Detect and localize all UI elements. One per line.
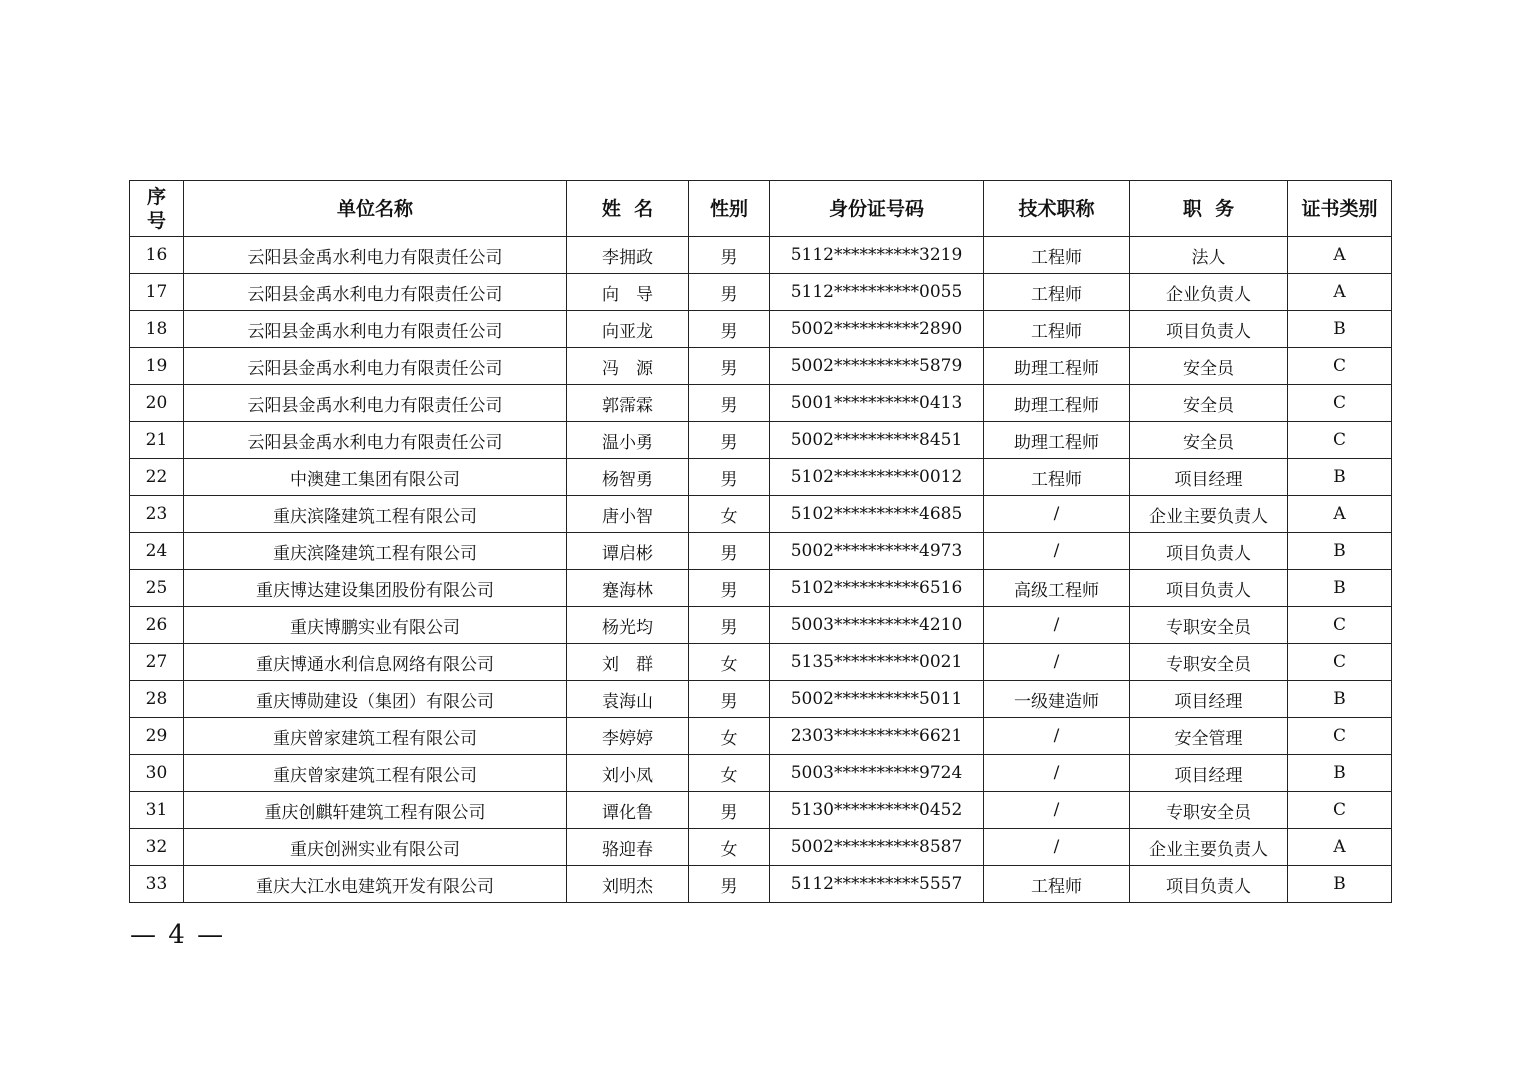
cell-position: 法人	[1130, 237, 1288, 274]
cell-gender: 男	[689, 607, 770, 644]
cell-id: 5003**********9724	[770, 755, 984, 792]
cell-seq: 20	[130, 385, 184, 422]
cell-seq: 19	[130, 348, 184, 385]
cell-name: 向亚龙	[567, 311, 689, 348]
cell-seq: 31	[130, 792, 184, 829]
cell-seq: 17	[130, 274, 184, 311]
cell-gender: 男	[689, 533, 770, 570]
cell-name: 杨智勇	[567, 459, 689, 496]
cell-title: 高级工程师	[984, 570, 1130, 607]
header-id: 身份证号码	[770, 181, 984, 237]
cell-title: 工程师	[984, 459, 1130, 496]
cell-gender: 男	[689, 385, 770, 422]
cell-seq: 29	[130, 718, 184, 755]
cell-id: 5102**********4685	[770, 496, 984, 533]
cell-position: 项目经理	[1130, 755, 1288, 792]
cell-id: 5135**********0021	[770, 644, 984, 681]
cell-unit: 重庆滨隆建筑工程有限公司	[184, 533, 567, 570]
cell-unit: 重庆曾家建筑工程有限公司	[184, 718, 567, 755]
cell-title: /	[984, 829, 1130, 866]
cell-id: 5002**********2890	[770, 311, 984, 348]
header-unit: 单位名称	[184, 181, 567, 237]
cell-gender: 男	[689, 311, 770, 348]
cell-position: 专职安全员	[1130, 644, 1288, 681]
cell-id: 5112**********3219	[770, 237, 984, 274]
cell-position: 项目负责人	[1130, 570, 1288, 607]
table-row	[130, 422, 1392, 459]
cell-position: 安全员	[1130, 422, 1288, 459]
cell-position: 专职安全员	[1130, 792, 1288, 829]
cell-position: 项目负责人	[1130, 866, 1288, 903]
cell-name: 李拥政	[567, 237, 689, 274]
cell-position: 安全员	[1130, 385, 1288, 422]
table-row	[130, 496, 1392, 533]
cell-name: 郭霈霖	[567, 385, 689, 422]
cell-unit: 云阳县金禹水利电力有限责任公司	[184, 237, 567, 274]
cell-seq: 22	[130, 459, 184, 496]
cell-seq: 24	[130, 533, 184, 570]
table-body	[130, 237, 1392, 903]
table-row	[130, 681, 1392, 718]
cell-title: 工程师	[984, 311, 1130, 348]
cell-title: /	[984, 792, 1130, 829]
cell-seq: 33	[130, 866, 184, 903]
cell-title: 助理工程师	[984, 422, 1130, 459]
personnel-table	[129, 180, 1392, 903]
cell-name: 唐小智	[567, 496, 689, 533]
table-row	[130, 348, 1392, 385]
header-position: 职 务	[1130, 181, 1288, 237]
header-seq: 序 号	[130, 181, 184, 237]
cell-seq: 25	[130, 570, 184, 607]
cell-seq: 27	[130, 644, 184, 681]
cell-name: 刘小凤	[567, 755, 689, 792]
cell-position: 项目负责人	[1130, 533, 1288, 570]
cell-position: 企业主要负责人	[1130, 496, 1288, 533]
cell-id: 5102**********6516	[770, 570, 984, 607]
cell-name: 李婷婷	[567, 718, 689, 755]
cell-title: 工程师	[984, 237, 1130, 274]
cell-cert: B	[1288, 681, 1392, 718]
cell-title: 工程师	[984, 866, 1130, 903]
cell-unit: 云阳县金禹水利电力有限责任公司	[184, 385, 567, 422]
cell-seq: 26	[130, 607, 184, 644]
header-cert: 证书类别	[1288, 181, 1392, 237]
cell-title: /	[984, 755, 1130, 792]
cell-seq: 28	[130, 681, 184, 718]
cell-unit: 云阳县金禹水利电力有限责任公司	[184, 348, 567, 385]
cell-name: 谭化鲁	[567, 792, 689, 829]
cell-name: 袁海山	[567, 681, 689, 718]
cell-unit: 重庆博鹏实业有限公司	[184, 607, 567, 644]
cell-gender: 女	[689, 829, 770, 866]
cell-id: 5003**********4210	[770, 607, 984, 644]
table-row	[130, 274, 1392, 311]
cell-cert: C	[1288, 385, 1392, 422]
cell-cert: C	[1288, 718, 1392, 755]
cell-name: 向 导	[567, 274, 689, 311]
cell-cert: A	[1288, 274, 1392, 311]
cell-cert: A	[1288, 496, 1392, 533]
cell-id: 5002**********5879	[770, 348, 984, 385]
cell-position: 企业负责人	[1130, 274, 1288, 311]
table-row	[130, 718, 1392, 755]
cell-title: /	[984, 644, 1130, 681]
cell-unit: 重庆创洲实业有限公司	[184, 829, 567, 866]
cell-unit: 中澳建工集团有限公司	[184, 459, 567, 496]
cell-cert: B	[1288, 866, 1392, 903]
cell-cert: B	[1288, 570, 1392, 607]
cell-cert: B	[1288, 533, 1392, 570]
cell-title: /	[984, 496, 1130, 533]
table-row	[130, 533, 1392, 570]
cell-title: 一级建造师	[984, 681, 1130, 718]
cell-cert: B	[1288, 459, 1392, 496]
table-row	[130, 570, 1392, 607]
cell-unit: 云阳县金禹水利电力有限责任公司	[184, 422, 567, 459]
cell-name: 杨光均	[567, 607, 689, 644]
cell-id: 5001**********0413	[770, 385, 984, 422]
cell-cert: C	[1288, 792, 1392, 829]
cell-id: 5002**********5011	[770, 681, 984, 718]
cell-unit: 重庆大江水电建筑开发有限公司	[184, 866, 567, 903]
header-name: 姓 名	[567, 181, 689, 237]
cell-gender: 女	[689, 496, 770, 533]
cell-cert: C	[1288, 348, 1392, 385]
cell-seq: 30	[130, 755, 184, 792]
cell-title: /	[984, 533, 1130, 570]
cell-position: 安全员	[1130, 348, 1288, 385]
cell-title: 助理工程师	[984, 348, 1130, 385]
cell-position: 专职安全员	[1130, 607, 1288, 644]
page-number: — 4 —	[130, 920, 226, 950]
cell-seq: 23	[130, 496, 184, 533]
table-row	[130, 644, 1392, 681]
cell-gender: 男	[689, 866, 770, 903]
table-row	[130, 866, 1392, 903]
cell-gender: 男	[689, 459, 770, 496]
cell-id: 5002**********8587	[770, 829, 984, 866]
cell-id: 5102**********0012	[770, 459, 984, 496]
cell-cert: B	[1288, 755, 1392, 792]
cell-seq: 18	[130, 311, 184, 348]
table-row	[130, 237, 1392, 274]
cell-position: 项目经理	[1130, 681, 1288, 718]
cell-gender: 男	[689, 422, 770, 459]
cell-id: 5130**********0452	[770, 792, 984, 829]
cell-seq: 21	[130, 422, 184, 459]
cell-id: 5002**********4973	[770, 533, 984, 570]
cell-seq: 32	[130, 829, 184, 866]
cell-unit: 云阳县金禹水利电力有限责任公司	[184, 274, 567, 311]
cell-position: 企业主要负责人	[1130, 829, 1288, 866]
table-row	[130, 311, 1392, 348]
cell-cert: A	[1288, 237, 1392, 274]
cell-title: 助理工程师	[984, 385, 1130, 422]
cell-id: 2303**********6621	[770, 718, 984, 755]
cell-position: 安全管理	[1130, 718, 1288, 755]
cell-title: /	[984, 718, 1130, 755]
table-row	[130, 385, 1392, 422]
table-row	[130, 792, 1392, 829]
table-row	[130, 829, 1392, 866]
cell-gender: 男	[689, 274, 770, 311]
cell-gender: 女	[689, 755, 770, 792]
cell-unit: 重庆滨隆建筑工程有限公司	[184, 496, 567, 533]
cell-gender: 男	[689, 792, 770, 829]
table-row	[130, 459, 1392, 496]
cell-unit: 云阳县金禹水利电力有限责任公司	[184, 311, 567, 348]
cell-gender: 女	[689, 718, 770, 755]
table-row	[130, 755, 1392, 792]
cell-cert: A	[1288, 829, 1392, 866]
header-title: 技术职称	[984, 181, 1130, 237]
table-header-row	[130, 181, 1392, 237]
cell-cert: C	[1288, 644, 1392, 681]
cell-gender: 男	[689, 681, 770, 718]
cell-name: 温小勇	[567, 422, 689, 459]
cell-unit: 重庆博通水利信息网络有限公司	[184, 644, 567, 681]
cell-name: 蹇海林	[567, 570, 689, 607]
cell-position: 项目经理	[1130, 459, 1288, 496]
cell-cert: C	[1288, 422, 1392, 459]
cell-unit: 重庆博达建设集团股份有限公司	[184, 570, 567, 607]
cell-id: 5112**********5557	[770, 866, 984, 903]
cell-gender: 男	[689, 348, 770, 385]
table-row	[130, 607, 1392, 644]
cell-gender: 男	[689, 570, 770, 607]
cell-title: /	[984, 607, 1130, 644]
cell-unit: 重庆曾家建筑工程有限公司	[184, 755, 567, 792]
cell-seq: 16	[130, 237, 184, 274]
cell-title: 工程师	[984, 274, 1130, 311]
cell-name: 骆迎春	[567, 829, 689, 866]
cell-id: 5112**********0055	[770, 274, 984, 311]
cell-name: 刘明杰	[567, 866, 689, 903]
cell-name: 谭启彬	[567, 533, 689, 570]
cell-position: 项目负责人	[1130, 311, 1288, 348]
cell-name: 刘 群	[567, 644, 689, 681]
cell-id: 5002**********8451	[770, 422, 984, 459]
cell-gender: 男	[689, 237, 770, 274]
cell-gender: 女	[689, 644, 770, 681]
cell-unit: 重庆博勋建设（集团）有限公司	[184, 681, 567, 718]
header-gender: 性别	[689, 181, 770, 237]
cell-cert: C	[1288, 607, 1392, 644]
cell-unit: 重庆创麒轩建筑工程有限公司	[184, 792, 567, 829]
cell-name: 冯 源	[567, 348, 689, 385]
cell-cert: B	[1288, 311, 1392, 348]
